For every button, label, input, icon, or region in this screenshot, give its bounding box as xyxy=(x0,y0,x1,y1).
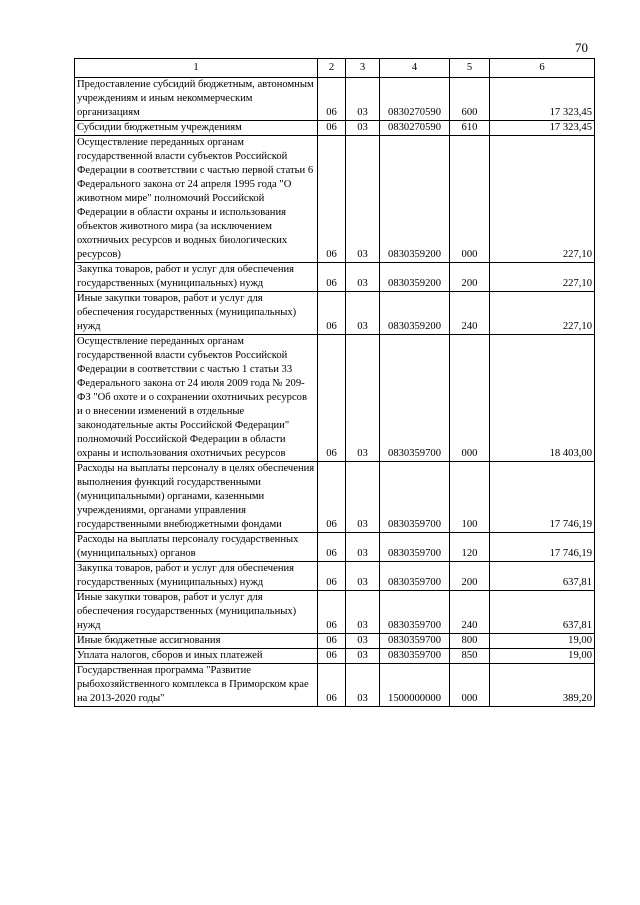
target-article-code: 0830359200 xyxy=(380,263,450,292)
expense-type-code: 200 xyxy=(450,562,490,591)
subsection-code: 03 xyxy=(346,649,380,664)
expense-type-code: 100 xyxy=(450,462,490,533)
expense-type-code: 600 xyxy=(450,78,490,121)
item-name: Субсидии бюджетным учреждениям xyxy=(75,121,318,136)
target-article-code: 0830359200 xyxy=(380,292,450,335)
item-name: Иные закупки товаров, работ и услуг для обеспечения государственных (муниципальных) нужд xyxy=(75,292,318,335)
amount: 19,00 xyxy=(490,649,595,664)
table-row xyxy=(75,664,595,707)
table-row xyxy=(75,634,595,649)
section-code: 06 xyxy=(318,121,346,136)
item-name: Уплата налогов, сборов и иных платежей xyxy=(75,649,318,664)
subsection-code: 03 xyxy=(346,335,380,462)
item-name: Иные закупки товаров, работ и услуг для обеспечения государственных (муниципальных) нужд xyxy=(75,591,318,634)
subsection-code: 03 xyxy=(346,591,380,634)
section-code: 06 xyxy=(318,136,346,263)
expense-type-code: 200 xyxy=(450,263,490,292)
subsection-code: 03 xyxy=(346,263,380,292)
table-row xyxy=(75,462,595,533)
subsection-code: 03 xyxy=(346,634,380,649)
item-name: Расходы на выплаты персоналу государственных (муниципальных) органов xyxy=(75,533,318,562)
subsection-code: 03 xyxy=(346,136,380,263)
subsection-code: 03 xyxy=(346,562,380,591)
section-code: 06 xyxy=(318,78,346,121)
amount: 18 403,00 xyxy=(490,335,595,462)
budget-table xyxy=(74,58,595,707)
table-row xyxy=(75,136,595,263)
item-name: Расходы на выплаты персоналу в целях обеспечения выполнения функций государственными (муниципальными) органами, казенными учреждениями, органами управления государственными внебюджетными фондами xyxy=(75,462,318,533)
target-article-code: 0830359200 xyxy=(380,136,450,263)
target-article-code: 0830359700 xyxy=(380,634,450,649)
expense-type-code: 000 xyxy=(450,335,490,462)
expense-type-code: 120 xyxy=(450,533,490,562)
item-name: Осуществление переданных органам государственной власти субъектов Российской Федерации в соответствии с частью 1 статьи 33 Федерального закона от 24 июля 2009 года № 209-ФЗ "Об охоте и о сохранении охотничьих ресурсов и о внесении изменений в отдельные законодательные акты Российской Федерации" полномочий Российской Федерации в области охраны и использования охотничьих ресурсов xyxy=(75,335,318,462)
expense-type-code: 000 xyxy=(450,136,490,263)
amount: 17 746,19 xyxy=(490,533,595,562)
section-code: 06 xyxy=(318,335,346,462)
target-article-code: 0830270590 xyxy=(380,121,450,136)
item-name: Закупка товаров, работ и услуг для обеспечения государственных (муниципальных) нужд xyxy=(75,263,318,292)
item-name: Предоставление субсидий бюджетным, автономным учреждениям и иным некоммерческим организациям xyxy=(75,78,318,121)
page-number: 70 xyxy=(575,40,588,55)
subsection-code: 03 xyxy=(346,292,380,335)
expense-type-code: 850 xyxy=(450,649,490,664)
target-article-code: 0830359700 xyxy=(380,591,450,634)
section-code: 06 xyxy=(318,562,346,591)
section-code: 06 xyxy=(318,634,346,649)
item-name: Иные бюджетные ассигнования xyxy=(75,634,318,649)
section-code: 06 xyxy=(318,263,346,292)
target-article-code: 0830359700 xyxy=(380,462,450,533)
expense-type-code: 800 xyxy=(450,634,490,649)
target-article-code: 0830359700 xyxy=(380,335,450,462)
expense-type-code: 240 xyxy=(450,591,490,634)
header-col-3: 3 xyxy=(346,59,380,78)
target-article-code: 0830270590 xyxy=(380,78,450,121)
section-code: 06 xyxy=(318,591,346,634)
expense-type-code: 240 xyxy=(450,292,490,335)
subsection-code: 03 xyxy=(346,664,380,707)
table-row xyxy=(75,121,595,136)
expense-type-code: 000 xyxy=(450,664,490,707)
header-col-5: 5 xyxy=(450,59,490,78)
amount: 637,81 xyxy=(490,562,595,591)
table-row xyxy=(75,562,595,591)
amount: 227,10 xyxy=(490,292,595,335)
item-name: Закупка товаров, работ и услуг для обеспечения государственных (муниципальных) нужд xyxy=(75,562,318,591)
amount: 227,10 xyxy=(490,136,595,263)
amount: 227,10 xyxy=(490,263,595,292)
table-header-row xyxy=(75,59,595,78)
amount: 637,81 xyxy=(490,591,595,634)
section-code: 06 xyxy=(318,462,346,533)
table-row xyxy=(75,591,595,634)
target-article-code: 0830359700 xyxy=(380,533,450,562)
header-col-4: 4 xyxy=(380,59,450,78)
table-row xyxy=(75,263,595,292)
target-article-code: 1500000000 xyxy=(380,664,450,707)
section-code: 06 xyxy=(318,533,346,562)
subsection-code: 03 xyxy=(346,78,380,121)
target-article-code: 0830359700 xyxy=(380,649,450,664)
item-name: Государственная программа "Развитие рыбохозяйственного комплекса в Приморском крае на 2013-2020 годы" xyxy=(75,664,318,707)
header-col-1: 1 xyxy=(75,59,318,78)
item-name: Осуществление переданных органам государственной власти субъектов Российской Федерации в соответствии с частью первой статьи 6 Федерального закона от 24 апреля 1995 года "О животном мире" полномочий Российской Федерации в области охраны и использования объектов животного мира (за исключением охотничьих ресурсов и водных биологических ресурсов) xyxy=(75,136,318,263)
amount: 17 746,19 xyxy=(490,462,595,533)
section-code: 06 xyxy=(318,649,346,664)
header-col-2: 2 xyxy=(318,59,346,78)
amount: 17 323,45 xyxy=(490,121,595,136)
amount: 389,20 xyxy=(490,664,595,707)
subsection-code: 03 xyxy=(346,533,380,562)
expense-type-code: 610 xyxy=(450,121,490,136)
section-code: 06 xyxy=(318,664,346,707)
table-row xyxy=(75,649,595,664)
amount: 17 323,45 xyxy=(490,78,595,121)
amount: 19,00 xyxy=(490,634,595,649)
table-row xyxy=(75,533,595,562)
target-article-code: 0830359700 xyxy=(380,562,450,591)
subsection-code: 03 xyxy=(346,462,380,533)
subsection-code: 03 xyxy=(346,121,380,136)
table-row xyxy=(75,335,595,462)
table-row xyxy=(75,78,595,121)
table-row xyxy=(75,292,595,335)
header-col-6: 6 xyxy=(490,59,595,78)
section-code: 06 xyxy=(318,292,346,335)
